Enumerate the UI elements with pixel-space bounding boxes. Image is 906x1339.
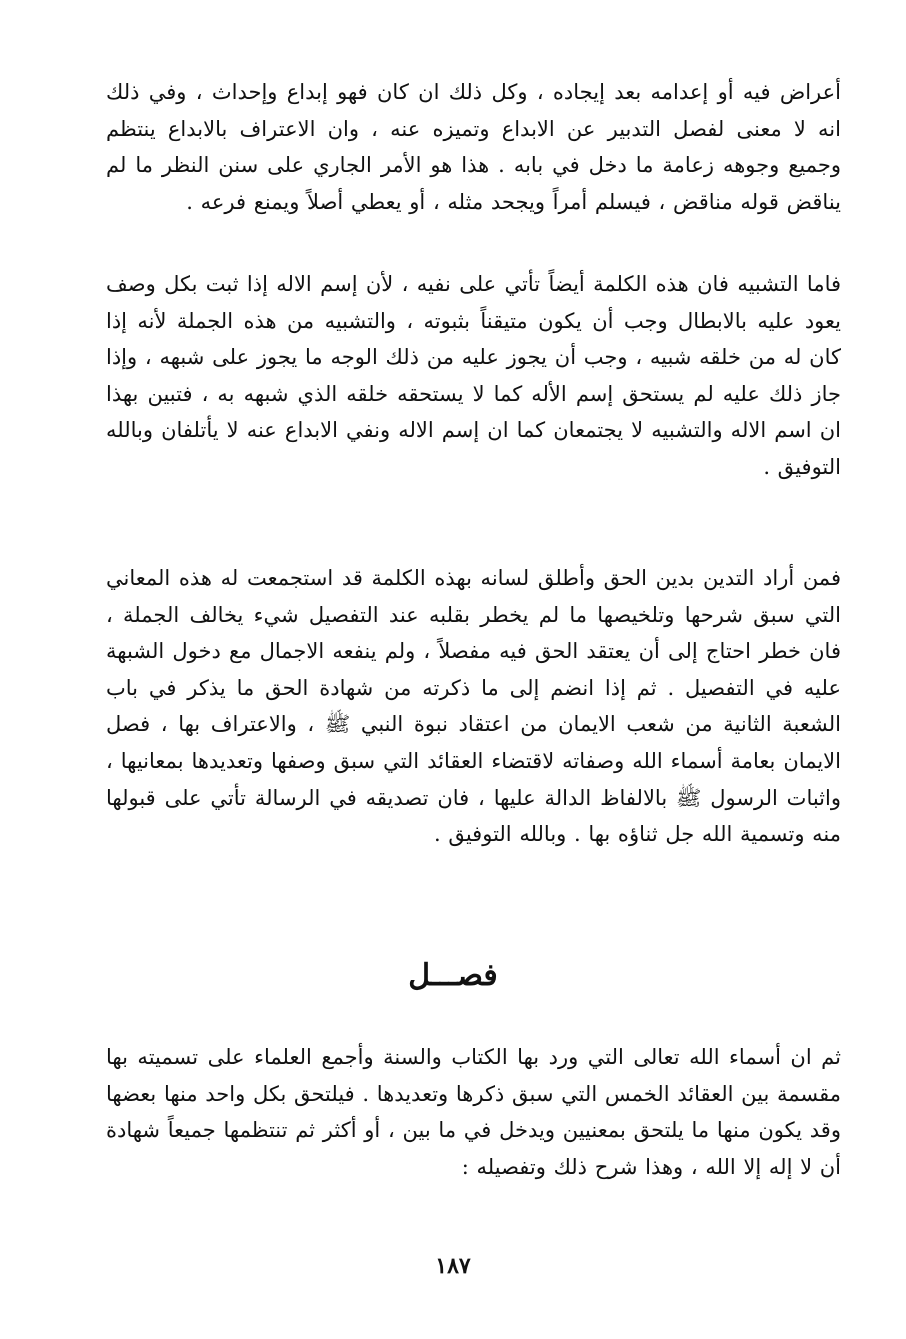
body-paragraph-4: ثم ان أسماء الله تعالى التي ورد بها الكتاب والسنة وأجمع العلماء على تسميته بها مقسمة بين العقائد الخمس التي سبق ذكرها وتعديدها . فيلتحق بكل واحد منها بعضها وقد يكون منها ما يلتحق بمعنيين ويدخل في ما بين ، أو أكثر ثم تنتظمها جميعاً شهادة أن لا إله إلا الله ، وهذا شرح ذلك وتفصيله : [106, 1045, 841, 1179]
body-paragraph-2: فاما التشبيه فان هذه الكلمة أيضاً تأتي على نفيه ، لأن إسم الاله إذا ثبت بكل وصف يعود عليه بالابطال وجب أن يكون متيقناً بثبوته ، والتشبيه من هذه الجملة لأنه إذا كان له من خلقه شبيه ، وجب أن يجوز عليه من ذلك الوجه ما يجوز على شبهه ، وإذا جاز ذلك عليه لم يستحق إسم الأله كما لا يستحقه خلقه الذي شبهه به ، فتبين بهذا ان اسم الاله والتشبيه لا يجتمعان كما ان إسم الاله ونفي الابداع عنه لا يأتلفان وبالله التوفيق . [106, 272, 841, 479]
body-paragraph-3: فمن أراد التدين بدين الحق وأطلق لسانه بهذه الكلمة قد استجمعت له هذه المعاني التي سبق شرحها وتلخيصها ما لم يخطر بقلبه عند التفصيل شيء يخالف الجملة ، فان خطر احتاج إلى أن يعتقد الحق فيه مفصلاً ، ولم ينفعه الاجمال مع دخول الشبهة عليه في التفصيل . ثم إذا انضم إلى ما ذكرته من شهادة الحق ما يذكر في باب الشعبة الثانية من شعب الايمان من اعتقاد نبوة النبي ﷺ ، والاعتراف بها ، فصل الايمان بعامة أسماء الله وصفاته لاقتضاء العقائد التي سبق وصفها وتعديدها بمعانيها ، واثبات الرسول ﷺ بالالفاظ الدالة عليها ، فان تصديقه في الرسالة تأتي على قبولها منه وتسمية الله جل ثناؤه بها . وبالله التوفيق . [106, 566, 841, 847]
section-heading: فصـــل [408, 958, 498, 993]
body-paragraph-1: أعراض فيه أو إعدامه بعد إيجاده ، وكل ذلك ان كان فهو إبداع وإحداث ، وفي ذلك انه لا معنى لفصل التدبير عن الابداع وتميزه عنه ، وان الاعتراف بالابداع ينتظم وجميع وجوهه زعامة ما دخل في بابه . هذا هو الأمر الجاري على سنن النظر ما لم يناقض قوله مناقض ، فيسلم أمراً ويجحد مثله ، أو يعطي أصلاً ويمنع فرعه . [106, 80, 841, 214]
page-number: ١٨٧ [435, 1253, 471, 1279]
